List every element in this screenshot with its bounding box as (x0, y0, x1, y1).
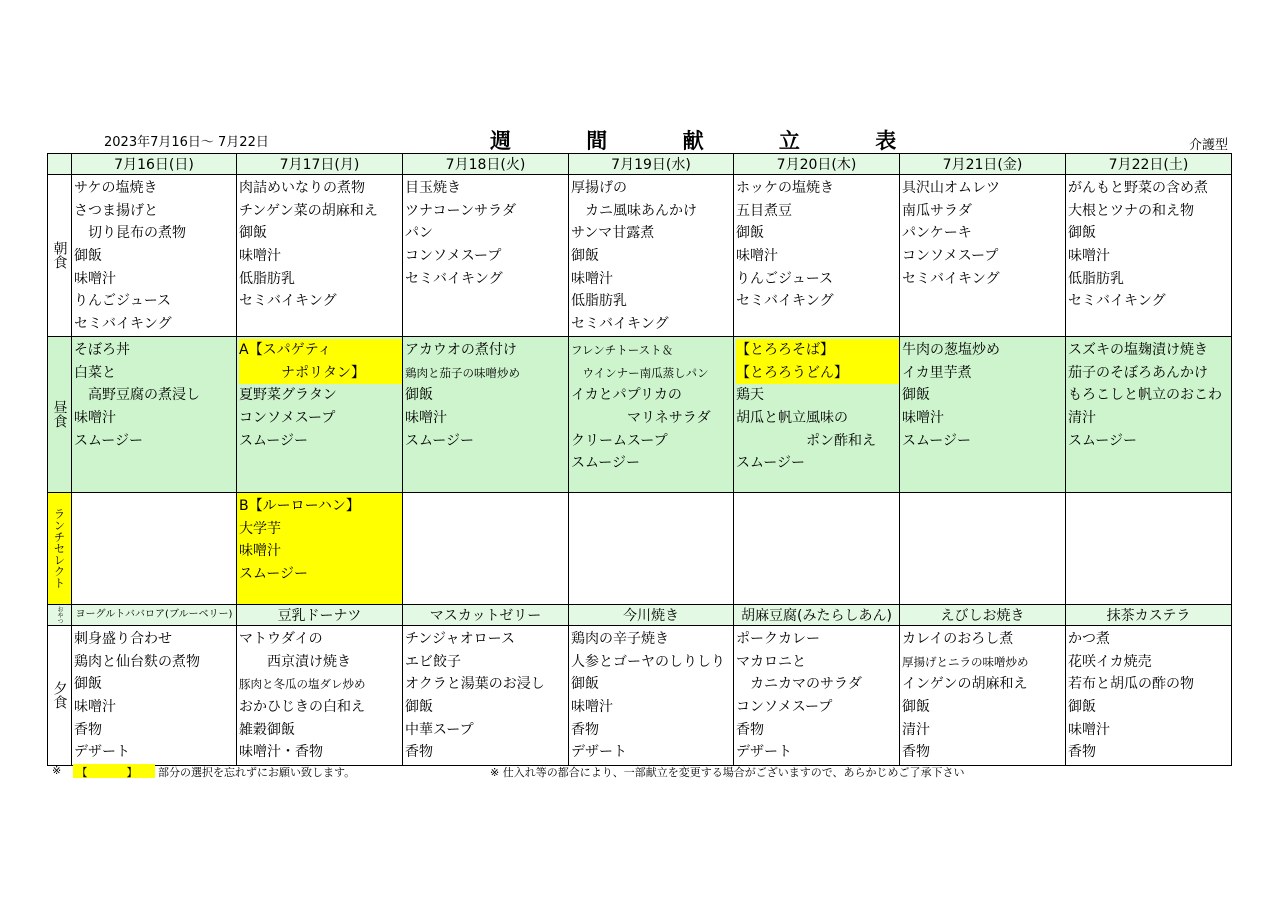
lunch-select-label: ランチセレクト (48, 492, 72, 604)
menu-item: マカロニと (736, 653, 806, 670)
menu-item: 味噌汁 (902, 409, 944, 426)
lunch-cell (569, 336, 734, 492)
menu-item: 鶏肉と茄子の味噌炒め (405, 365, 520, 380)
menu-item: りんごジュース (736, 270, 834, 287)
breakfast-label: 朝食 (48, 175, 72, 337)
menu-item: コンソメスープ (239, 409, 336, 426)
menu-item: マリネサラダ (571, 409, 711, 426)
snack-row (48, 604, 1232, 625)
breakfast-row (48, 175, 1232, 337)
lunch-cell (734, 336, 900, 492)
breakfast-cell (237, 175, 403, 337)
breakfast-cell (403, 175, 569, 337)
menu-item: スムージー (736, 455, 806, 472)
menu-item: 御飯 (902, 387, 930, 404)
menu-item: 御飯 (405, 698, 433, 715)
menu-item: 味噌汁 (239, 543, 281, 560)
menu-item: カニカマのサラダ (736, 676, 862, 693)
menu-item: インゲンの胡麻和え (902, 676, 1028, 693)
select-cell (72, 492, 237, 604)
menu-item: 低脂肪乳 (1068, 270, 1124, 287)
menu-item: ホッケの塩焼き (736, 180, 834, 196)
lunch-label: 昼食 (48, 336, 72, 492)
lunch-select-row (48, 492, 1232, 604)
menu-item: かつ煮 (1068, 630, 1110, 647)
menu-item: 御飯 (571, 248, 599, 265)
lunch-cell (237, 336, 403, 492)
menu-item: 味噌汁 (405, 409, 447, 426)
menu-item: がんもと野菜の含め煮 (1068, 180, 1208, 196)
menu-item: セミバイキング (405, 270, 503, 287)
menu-item: 鶏肉の辛子焼き (571, 630, 669, 647)
footnote-change-note: ※ 仕入れ等の都合により、一部献立を変更する場合がございますので、あらかじめご了承下さい (490, 766, 965, 779)
menu-item: 味噌汁 (1068, 721, 1110, 738)
menu-item: 香物 (571, 721, 599, 738)
menu-item: 大学芋 (239, 520, 281, 537)
menu-item: 香物 (74, 721, 102, 738)
menu-item: サンマ甘露煮 (571, 225, 655, 242)
menu-item: エビ餃子 (405, 653, 461, 670)
menu-item: スムージー (405, 432, 475, 449)
lunch-cell (72, 336, 237, 492)
menu-item: 味噌汁 (571, 270, 613, 287)
menu-item: 切り昆布の煮物 (74, 225, 186, 242)
day-header: 7月22日(土) (1066, 154, 1232, 175)
menu-item: セミバイキング (902, 270, 1000, 287)
menu-item: 味噌汁 (571, 698, 613, 715)
dinner-cell (734, 625, 900, 765)
day-header: 7月17日(月) (237, 154, 403, 175)
menu-item: 夏野菜グラタン (239, 387, 337, 404)
day-header-row (48, 154, 1232, 175)
menu-item: コンソメスープ (405, 248, 502, 265)
snack-cell: 今川焼き (569, 604, 734, 625)
breakfast-cell (900, 175, 1066, 337)
menu-item: チンジャオロース (405, 630, 515, 647)
date-range: 2023年7月16日～ 7月22日 (104, 135, 269, 150)
menu-item: スムージー (74, 432, 144, 449)
menu-item: A【スパゲティ (239, 339, 402, 362)
select-cell (237, 492, 403, 604)
menu-item: 鶏肉と仙台麩の煮物 (74, 653, 200, 670)
menu-item: アカウオの煮付け (405, 341, 517, 358)
menu-item: カニ風味あんかけ (571, 202, 697, 219)
menu-item: イカ里芋煮 (902, 364, 972, 381)
menu-item: 御飯 (902, 698, 930, 715)
breakfast-cell (72, 175, 237, 337)
menu-item: 刺身盛り合わせ (74, 630, 172, 647)
menu-item: 若布と胡瓜の酢の物 (1068, 676, 1194, 693)
menu-item: サケの塩焼き (74, 180, 158, 196)
dinner-row (48, 625, 1232, 765)
menu-item: 香物 (736, 721, 764, 738)
snack-cell: マスカットゼリー (403, 604, 569, 625)
menu-item: ポン酢和え (736, 432, 876, 449)
menu-item: フレンチトースト＆ (571, 342, 674, 357)
menu-item: 御飯 (405, 387, 433, 404)
lunch-cell (1066, 336, 1232, 492)
menu-item: 花咲イカ焼売 (1068, 653, 1152, 670)
select-cell (569, 492, 734, 604)
menu-item: スムージー (571, 455, 641, 472)
select-cell (900, 492, 1066, 604)
footnote-select-note: 部分の選択を忘れずにお願い致します。 (158, 766, 356, 779)
menu-item: 香物 (902, 744, 930, 761)
dinner-label: 夕食 (48, 625, 72, 765)
menu-item: 雑穀御飯 (239, 721, 295, 738)
menu-item: 胡瓜と帆立風味の (736, 409, 848, 426)
select-cell (734, 492, 900, 604)
breakfast-cell (734, 175, 900, 337)
menu-item: 味噌汁 (74, 270, 116, 287)
snack-label: おやつ (48, 604, 72, 625)
menu-item: オクラと湯葉のお浸し (405, 676, 545, 693)
menu-item: セミバイキング (736, 293, 834, 310)
menu-item: 大根とツナの和え物 (1068, 202, 1194, 219)
menu-item: 味噌汁 (74, 409, 116, 426)
menu-item: 牛肉の葱塩炒め (902, 341, 1000, 358)
menu-item: ナポリタン】 (239, 362, 402, 385)
menu-item: 豚肉と冬瓜の塩ダレ炒め (239, 677, 366, 692)
menu-item: ウインナー南瓜蒸しパン (571, 365, 709, 380)
menu-item: スムージー (1068, 432, 1138, 449)
menu-item: スズキの塩麹漬け焼き (1068, 341, 1208, 358)
menu-item: そぼろ丼 (74, 341, 130, 358)
menu-item: りんごジュース (74, 293, 172, 310)
snack-cell: ヨーグルトババロア(ブルーベリー) (72, 604, 237, 625)
menu-item: カレイのおろし煮 (902, 630, 1014, 647)
menu-item: 目玉焼き (405, 180, 461, 196)
lunch-cell (403, 336, 569, 492)
breakfast-cell (569, 175, 734, 337)
dinner-cell (237, 625, 403, 765)
menu-item: 味噌汁・香物 (239, 744, 323, 761)
menu-item: セミバイキング (1068, 293, 1166, 310)
dinner-cell (72, 625, 237, 765)
snack-cell: 胡麻豆腐(みたらしあん) (734, 604, 900, 625)
select-cell (403, 492, 569, 604)
menu-item: 御飯 (571, 676, 599, 693)
dinner-cell (403, 625, 569, 765)
day-header: 7月18日(火) (403, 154, 569, 175)
menu-item: コンソメスープ (902, 248, 999, 265)
menu-item: 南瓜サラダ (902, 202, 972, 219)
day-header: 7月20日(木) (734, 154, 900, 175)
menu-item: デザート (736, 744, 792, 761)
dinner-cell (1066, 625, 1232, 765)
select-cell (1066, 492, 1232, 604)
day-header: 7月21日(金) (900, 154, 1066, 175)
menu-item: 厚揚げの (571, 180, 627, 196)
weekly-menu-table (47, 153, 1232, 766)
footnote-mark: ※ (52, 764, 62, 777)
menu-item: 御飯 (1068, 698, 1096, 715)
menu-item: 肉詰めいなりの煮物 (239, 180, 365, 196)
menu-item: 低脂肪乳 (571, 293, 627, 310)
breakfast-cell (1066, 175, 1232, 337)
menu-item: セミバイキング (239, 293, 337, 310)
menu-item: スムージー (239, 565, 309, 582)
menu-item: 香物 (1068, 744, 1096, 761)
footnote-highlight-sample: 【 】 (73, 764, 155, 778)
menu-item: さつま揚げと (74, 202, 158, 219)
menu-item: デザート (74, 744, 130, 761)
menu-item: 御飯 (74, 248, 102, 265)
menu-item: 御飯 (1068, 225, 1096, 242)
menu-item: パン (405, 225, 433, 242)
menu-item: 味噌汁 (1068, 248, 1110, 265)
menu-item: 白菜と (74, 364, 116, 381)
page-title: 週 間 献 立 表 (490, 129, 931, 153)
care-type-label: 介護型 (1188, 138, 1228, 153)
snack-cell: えびしお焼き (900, 604, 1066, 625)
menu-item: スムージー (902, 432, 972, 449)
menu-item: 高野豆腐の煮浸し (74, 387, 200, 404)
menu-item: コンソメスープ (736, 698, 833, 715)
menu-item: B【ルーローハン】 (239, 497, 360, 514)
menu-item: クリームスープ (571, 432, 668, 449)
lunch-cell (900, 336, 1066, 492)
day-header: 7月16日(日) (72, 154, 237, 175)
dinner-cell (569, 625, 734, 765)
snack-cell: 抹茶カステラ (1066, 604, 1232, 625)
menu-item: 香物 (405, 744, 433, 761)
menu-item: ポークカレー (736, 630, 820, 647)
menu-item: 鶏天 (736, 387, 764, 404)
menu-item: 味噌汁 (74, 698, 116, 715)
menu-item: 西京漬け焼き (239, 653, 351, 670)
menu-item: 厚揚げとニラの味噌炒め (902, 654, 1029, 669)
menu-item: チンゲン菜の胡麻和え (239, 202, 378, 219)
menu-item: 味噌汁 (736, 248, 778, 265)
menu-item: イカとパプリカの (571, 387, 682, 404)
menu-item: デザート (571, 744, 627, 761)
menu-item: 御飯 (239, 225, 267, 242)
menu-item: スムージー (239, 432, 309, 449)
menu-item: 具沢山オムレツ (902, 180, 1000, 196)
menu-item: マトウダイの (239, 630, 323, 647)
day-header: 7月19日(水) (569, 154, 734, 175)
menu-item: もろこしと帆立のおこわ (1068, 387, 1222, 404)
menu-item: 低脂肪乳 (239, 270, 295, 287)
menu-item: 味噌汁 (239, 248, 281, 265)
snack-cell: 豆乳ドーナツ (237, 604, 403, 625)
menu-item: おかひじきの白和え (239, 698, 365, 715)
dinner-cell (900, 625, 1066, 765)
menu-item: パンケーキ (902, 225, 972, 242)
corner-cell (48, 154, 72, 175)
menu-item: 【とろろうどん】 (736, 362, 899, 385)
menu-item: 茄子のそぼろあんかけ (1068, 364, 1208, 381)
menu-item: ツナコーンサラダ (405, 202, 517, 219)
menu-item: 御飯 (74, 676, 102, 693)
menu-item: セミバイキング (74, 316, 172, 333)
lunch-row (48, 336, 1232, 492)
menu-item: 清汁 (1068, 409, 1096, 426)
menu-item: 五目煮豆 (736, 202, 792, 219)
menu-item: 御飯 (736, 225, 764, 242)
menu-item: 清汁 (902, 721, 930, 738)
menu-item: セミバイキング (571, 316, 669, 333)
menu-item: 人参とゴーヤのしりしり (571, 653, 725, 670)
menu-item: 【とろろそば】 (736, 339, 899, 362)
menu-item: 中華スープ (405, 721, 474, 738)
